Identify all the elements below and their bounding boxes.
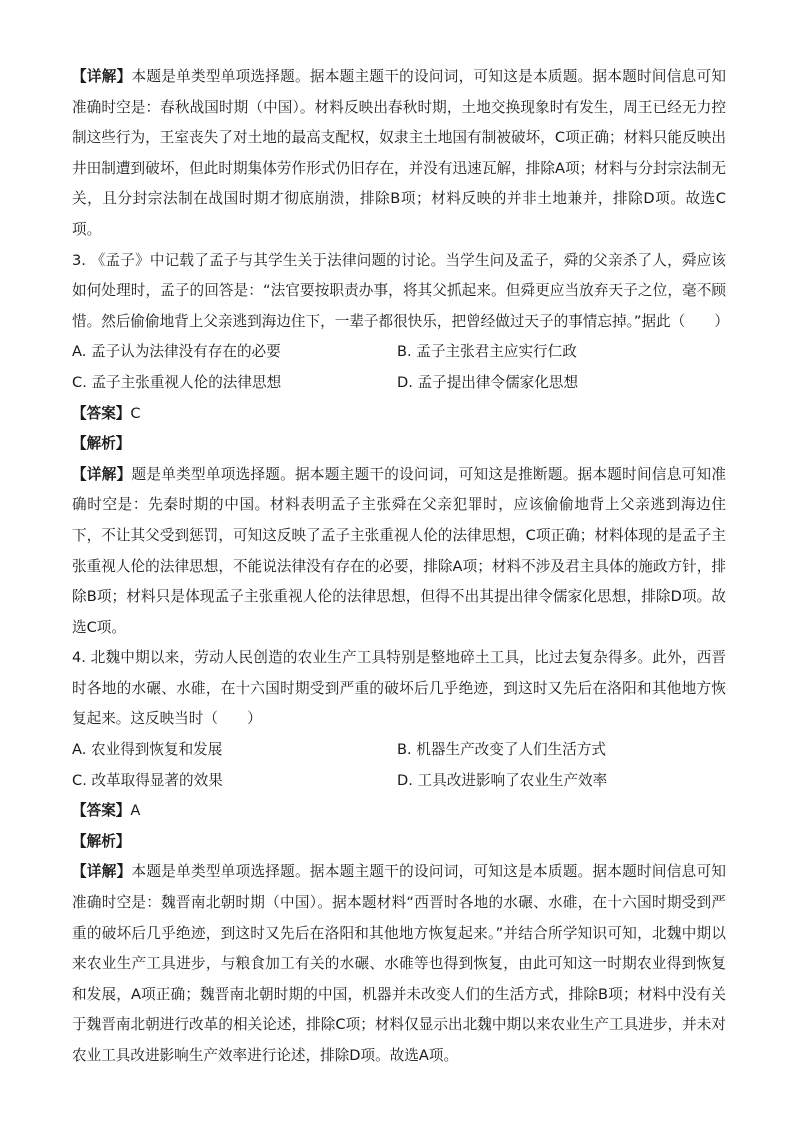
question-4-detail <box>72 857 726 1071</box>
detail-label: 【详解】 <box>72 68 132 85</box>
question-4-stem: 4. 北魏中期以来，劳动人民创造的农业生产工具特别是整地碎土工具，比过去复杂得多。此外，西晋时各地的水碾、水碓，在十六国时期受到严重的破坏后几乎绝迹，到这时又先后在洛阳和其他地方恢复起来。这反映当时（ ） <box>72 649 726 728</box>
option-b: B. 机器生产改变了人们生活方式 <box>397 741 607 759</box>
question-4-analysis-heading <box>72 827 726 858</box>
question-3-detail <box>72 460 726 644</box>
question-4-answer <box>72 796 726 827</box>
question-3-analysis-heading <box>72 429 726 460</box>
option-b: B. 孟子主张君主应实行仁政 <box>397 343 577 361</box>
question-3-options <box>72 337 726 398</box>
detail-text: 本题是单类型单项选择题。据本题主题干的设问词，可知这是本质题。据本题时间信息可知准确时空是：魏晋南北朝时期（中国）。据本题材料“西晋时各地的水碾、水碓，在十六国时期受到严重的破坏后几乎绝迹，到这时又先后在洛阳和其他地方恢复起来。”并结合所学知识可知，北魏中期以来农业生产工具进步，与粮食加工有关的水碾、水碓等也得到恢复，由此可知这一时期农业得到恢复和发展，A项正确；魏晋南北朝时期的中国，机器并未改变人们的生活方式，排除B项；材料中没有关于魏晋南北朝进行改革的相关论述，排除C项；材料仅显示出北魏中期以来农业生产工具进步，并未对农业工具改进影响生产效率进行论述，排除D项。故选A项。 <box>72 863 726 1064</box>
question-4-options <box>72 735 726 796</box>
question-3-stem: 3. 《孟子》中记载了孟子与其学生关于法律问题的讨论。当学生问及孟子，舜的父亲杀了人，舜应该如何处理时，孟子的回答是：“法官要按职责办事，将其父抓起来。但舜更应当放弃天子之位，毫不顾惜。然后偷偷地背上父亲逃到海边住下，一辈子都很快乐，把曾经做过天子的事情忘掉。”据此（ ） <box>72 251 729 330</box>
answer-value: C <box>130 404 141 422</box>
analysis-label: 【解析】 <box>72 832 131 850</box>
option-c: C. 孟子主张重视人伦的法律思想 <box>72 373 282 391</box>
option-a: A. 孟子认为法律没有存在的必要 <box>72 343 281 361</box>
question-3-answer <box>72 399 726 430</box>
document-content <box>72 62 729 1072</box>
option-d: D. 工具改进影响了农业生产效率 <box>397 771 608 789</box>
option-d: D. 孟子提出律令儒家化思想 <box>397 373 579 391</box>
answer-label: 【答案】 <box>72 802 131 820</box>
answer-value: A <box>130 802 141 820</box>
option-a: A. 农业得到恢复和发展 <box>72 741 223 759</box>
detail-label: 【详解】 <box>72 863 132 881</box>
analysis-label: 【解析】 <box>72 435 131 453</box>
detail-text: 本题是单类型单项选择题。据本题主题干的设问词，可知这是本质题。据本题时间信息可知准确时空是：春秋战国时期（中国）。材料反映出春秋时期，土地交换现象时有发生，周王已经无力控制这些行为，王室丧失了对土地的最高支配权，奴隶主土地国有制被破坏，C项正确；材料只能反映出井田制遭到破坏，但此时期集体劳作形式仍旧存在，并没有迅速瓦解，排除A项；材料与分封宗法制无关，且分封宗法制在战国时期才彻底崩溃，排除B项；材料反映的并非土地兼并，排除D项。故选C项。 <box>72 68 726 238</box>
detail-label: 【详解】 <box>72 465 132 483</box>
detail-text: 题是单类型单项选择题。据本题主题干的设问词，可知这是推断题。据本题时间信息可知准确时空是：先秦时期的中国。材料表明孟子主张舜在父亲犯罪时，应该偷偷地背上父亲逃到海边住下，不让其父受到惩罚，可知这反映了孟子主张重视人伦的法律思想，C项正确；材料体现的是孟子主张重视人伦的法律思想，不能说法律没有存在的必要，排除A项；材料不涉及君主具体的施政方针，排除B项；材料只是体现孟子主张重视人伦的法律思想，但得不出其提出律令儒家化思想，排除D项。故选C项。 <box>72 465 726 636</box>
answer-label: 【答案】 <box>72 404 131 422</box>
option-c: C. 改革取得显著的效果 <box>72 771 223 789</box>
detail-paragraph <box>72 62 726 246</box>
